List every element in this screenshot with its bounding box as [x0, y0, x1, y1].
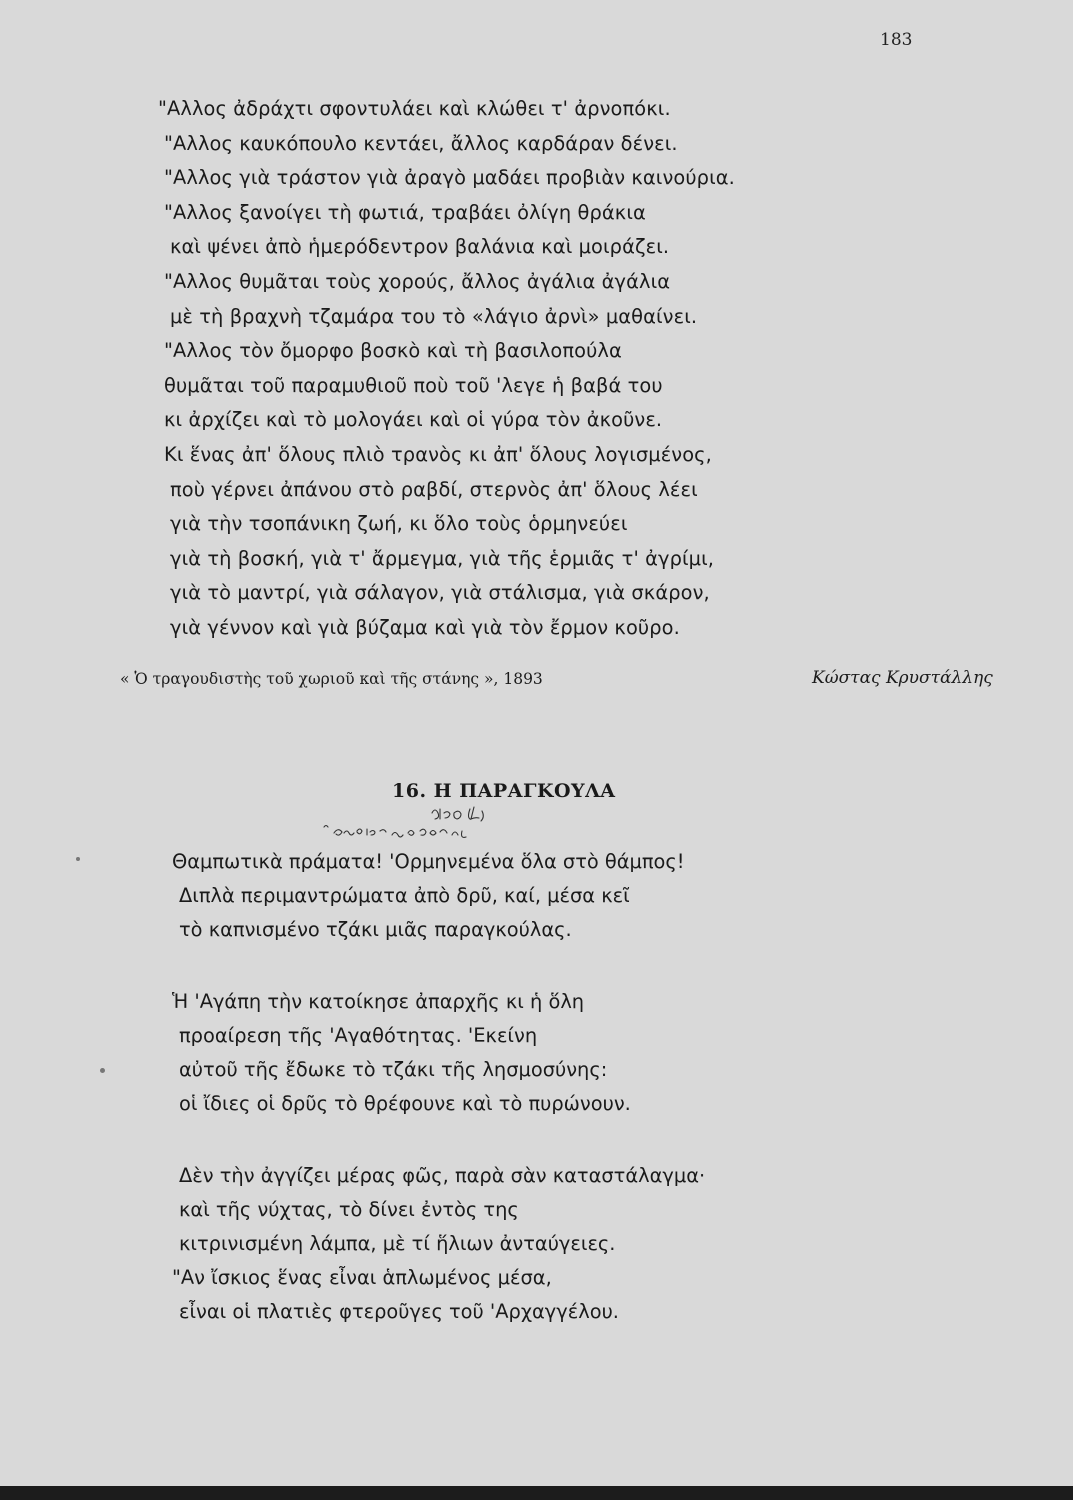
poem-line: "Αλλος καυκόπουλο κεντάει, ἄλλος καρδάραν δένει. — [164, 131, 678, 155]
poem-stanza — [172, 1159, 892, 1329]
poem-line: Κι ἕνας ἀπ' ὅλους πλιὸ τρανὸς κι ἀπ' ὅλους λογισμένος, — [164, 442, 712, 466]
page-number: 183 — [880, 30, 913, 50]
scan-speck — [100, 1068, 105, 1073]
poem-paragkoula — [172, 845, 892, 1367]
scanner-edge — [0, 1486, 1073, 1500]
poem-line: γιὰ γέννον καὶ γιὰ βύζαμα καὶ γιὰ τὸν ἔρμον κοῦρο. — [170, 615, 680, 639]
poem-line: κι ἀρχίζει καὶ τὸ μολογάει καὶ οἱ γύρα τὸν ἀκοῦνε. — [164, 408, 663, 432]
poem-line: αὐτοῦ τῆς ἔδωκε τὸ τζάκι τῆς λησμοσύνης: — [179, 1058, 608, 1081]
poem-line: γιὰ τὴ βοσκή, γιὰ τ' ἄρμεγμα, γιὰ τῆς ἑρμιᾶς τ' ἀγρίμι, — [170, 546, 715, 570]
poem-line: Θαμπωτικὰ πράματα! 'Ορμηνεμένα ὅλα στὸ θάμπος! — [172, 850, 685, 873]
poem-line: καὶ τῆς νύχτας, τὸ δίνει ἐντὸς της — [179, 1198, 519, 1221]
poem-line: καὶ ψένει ἀπὸ ἡμερόδεντρον βαλάνια καὶ μοιράζει. — [170, 235, 670, 259]
poem-line: τὸ καπνισμένο τζάκι μιᾶς παραγκούλας. — [179, 918, 572, 941]
poem-line: γιὰ τὸ μαντρί, γιὰ σάλαγον, γιὰ στάλισμα, γιὰ σκάρον, — [170, 581, 710, 605]
poem-line: "Αλλος ἀδράχτι σφοντυλάει καὶ κλώθει τ' ἀρνοπόκι. — [158, 97, 671, 120]
poem-line: εἶναι οἱ πλατιὲς φτεροῦγες τοῦ 'Αρχαγγέλου. — [179, 1300, 619, 1323]
poem-line: ποὺ γέρνει ἀπάνου στὸ ραβδί, στερνὸς ἀπ' ὅλους λέει — [170, 477, 698, 501]
poem-line: κιτρινισμένη λάμπα, μὲ τί ἥλιων ἀνταύγειες. — [179, 1232, 616, 1255]
poem-line: Διπλὰ περιμαντρώματα ἀπὸ δρῦ, καί, μέσα κεῖ — [179, 884, 630, 907]
poem-line: οἱ ἴδιες οἱ δρῦς τὸ θρέφουνε καὶ τὸ πυρώνουν. — [179, 1092, 631, 1115]
poem-excerpt — [158, 92, 918, 646]
poem-line: Δὲν τὴν ἀγγίζει μέρας φῶς, παρὰ σὰν καταστάλαγμα· — [179, 1164, 706, 1187]
poem-line: "Αλλος θυμᾶται τοὺς χορούς, ἄλλος ἀγάλια ἀγάλια — [164, 269, 671, 293]
source-author: Κώστας Κρυστάλλης — [812, 668, 993, 688]
poem-line: μὲ τὴ βραχνὴ τζαμάρα του τὸ «λάγιο ἀρνὶ» μαθαίνει. — [170, 304, 698, 328]
scan-speck — [76, 857, 80, 861]
poem-line: "Αλλος γιὰ τράστον γιὰ ἀραγὸ μαδάει προβιὰν καινούρια. — [164, 166, 735, 190]
poem-line: Ἡ 'Αγάπη τὴν κατοίκησε ἀπαρχῆς κι ἡ ὅλη — [172, 990, 585, 1013]
section-title: 16. Η ΠΑΡΑΓΚΟΥΛΑ — [392, 780, 616, 802]
poem-stanza — [172, 985, 892, 1121]
poem-line: "Αλλος ξανοίγει τὴ φωτιά, τραβάει ὀλίγη θράκια — [164, 200, 646, 224]
source-citation: « Ὁ τραγουδιστὴς τοῦ χωριοῦ καὶ τῆς στάνης », 1893 — [120, 670, 543, 688]
poem-line: γιὰ τὴν τσοπάνικη ζωή, κι ὅλο τοὺς ὁρμηνεύει — [170, 512, 628, 536]
poem-line: θυμᾶται τοῦ παραμυθιοῦ ποὺ τοῦ 'λεγε ἡ βαβά του — [164, 373, 663, 397]
poem-line: "Αλλος τὸν ὄμορφο βοσκὸ καὶ τὴ βασιλοπούλα — [164, 339, 622, 363]
poem-line: "Αν ἴσκιος ἕνας εἶναι ἁπλωμένος μέσα, — [172, 1266, 552, 1289]
poem-line: προαίρεση τῆς 'Αγαθότητας. 'Εκείνη — [179, 1024, 538, 1047]
poem-stanza — [172, 845, 892, 947]
